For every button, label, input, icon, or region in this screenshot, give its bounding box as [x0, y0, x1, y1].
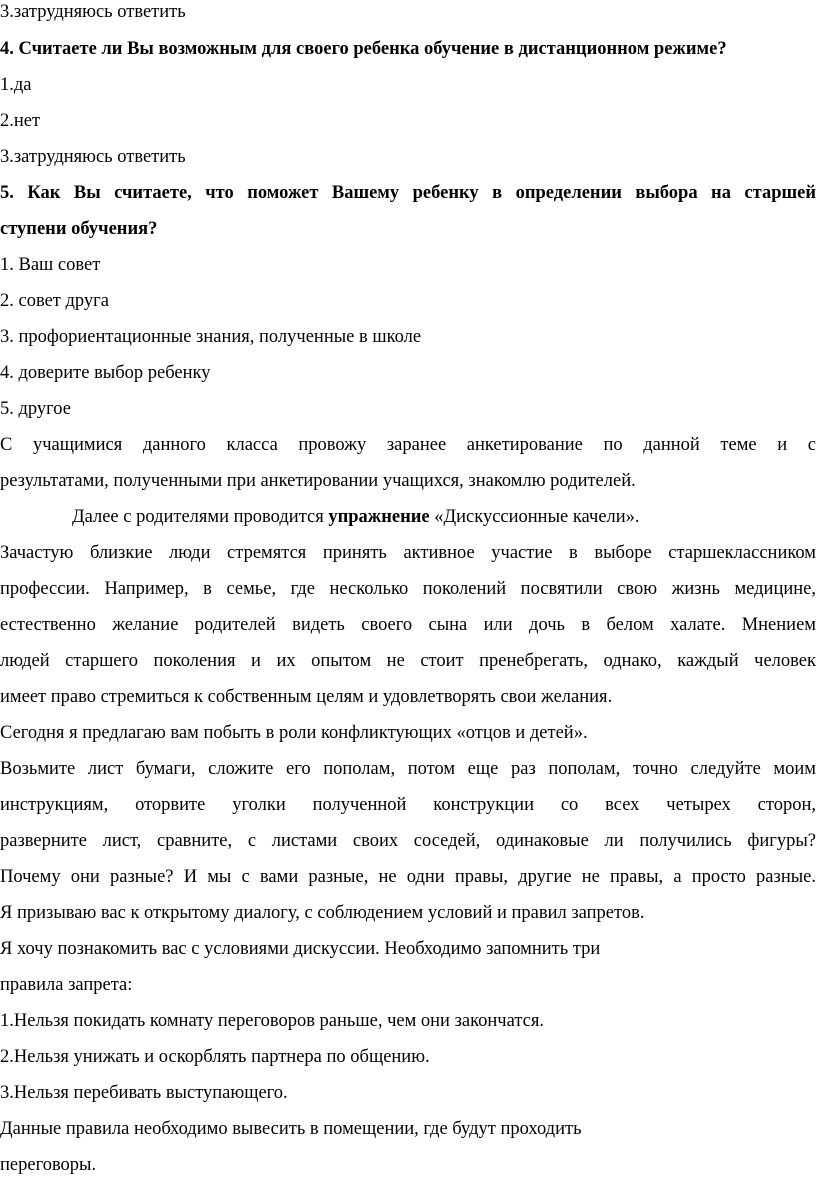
- rule-2: 2.Нельзя унижать и оскорблять партнера по общению.: [0, 1047, 430, 1067]
- paragraph-family-line-4: людей старшего поколения и их опытом не стоит пренебрегать, однако, каждый человек: [0, 651, 816, 671]
- rule-3: 3.Нельзя перебивать выступающего.: [0, 1083, 288, 1103]
- paragraph-survey-line-1: С учащимися данного класса провожу заранее анкетирование по данной теме и с: [0, 435, 816, 455]
- exercise-intro-prefix: Далее с родителями проводится: [72, 507, 329, 527]
- answer-option-2-no: 2.нет: [0, 111, 41, 131]
- paragraph-paper-line-5: Я призываю вас к открытому диалогу, с соблюдением условий и правил запретов.: [0, 903, 645, 923]
- paragraph-paper-line-1: Возьмите лист бумаги, сложите его пополам, потом еще раз пополам, точно следуйте моим: [0, 759, 816, 779]
- paragraph-family-line-1: Зачастую близкие люди стремятся принять активное участие в выборе старшеклассником: [0, 543, 816, 563]
- answer-option-2: 2. совет друга: [0, 291, 109, 311]
- exercise-intro: [72, 505, 640, 529]
- question-5-line-2: ступени обучения?: [0, 219, 158, 239]
- paragraph-paper-line-4: Почему они разные? И мы с вами разные, не одни правы, другие не правы, а просто разные.: [0, 867, 816, 887]
- answer-option-1-yes: 1.да: [0, 75, 32, 95]
- exercise-intro-suffix: «Дискуссионные качели».: [429, 507, 640, 527]
- answer-option-3-difficult: 3.затрудняюсь ответить: [0, 2, 186, 22]
- paragraph-rules-intro-line-1: Я хочу познакомить вас с условиями дискуссии. Необходимо запомнить три: [0, 939, 601, 959]
- paragraph-closing-line-1: Данные правила необходимо вывесить в помещении, где будут проходить: [0, 1119, 582, 1139]
- exercise-intro-bold: упражнение: [328, 507, 430, 527]
- paragraph-paper-line-3: разверните лист, сравните, с листами своих соседей, одинаковые ли получились фигуры?: [0, 831, 816, 851]
- paragraph-family-line-2: профессии. Например, в семье, где несколько поколений посвятили свою жизнь медицине,: [0, 579, 816, 599]
- rule-1: 1.Нельзя покидать комнату переговоров раньше, чем они закончатся.: [0, 1011, 544, 1031]
- answer-option-3-difficult: 3.затрудняюсь ответить: [0, 147, 186, 167]
- answer-option-1: 1. Ваш совет: [0, 255, 101, 275]
- paragraph-family-line-5: имеет право стремиться к собственным целям и удовлетворять свои желания.: [0, 687, 613, 707]
- question-5-line-1: 5. Как Вы считаете, что поможет Вашему ребенку в определении выбора на старшей: [0, 183, 816, 203]
- answer-option-3: 3. профориентационные знания, полученные в школе: [0, 327, 422, 347]
- paragraph-paper-line-2: инструкциям, оторвите уголки полученной конструкции со всех четырех сторон,: [0, 795, 816, 815]
- paragraph-survey-line-2: результатами, полученными при анкетировании учащихся, знакомлю родителей.: [0, 471, 636, 491]
- paragraph-roles: Сегодня я предлагаю вам побыть в роли конфликтующих «отцов и детей».: [0, 723, 588, 743]
- answer-option-4: 4. доверите выбор ребенку: [0, 363, 211, 383]
- paragraph-family-line-3: естественно желание родителей видеть своего сына или дочь в белом халате. Мнением: [0, 615, 816, 635]
- answer-option-5: 5. другое: [0, 399, 71, 419]
- paragraph-rules-intro-line-2: правила запрета:: [0, 975, 133, 995]
- paragraph-closing-line-2: переговоры.: [0, 1155, 97, 1175]
- question-4: 4. Считаете ли Вы возможным для своего ребенка обучение в дистанционном режиме?: [0, 39, 727, 59]
